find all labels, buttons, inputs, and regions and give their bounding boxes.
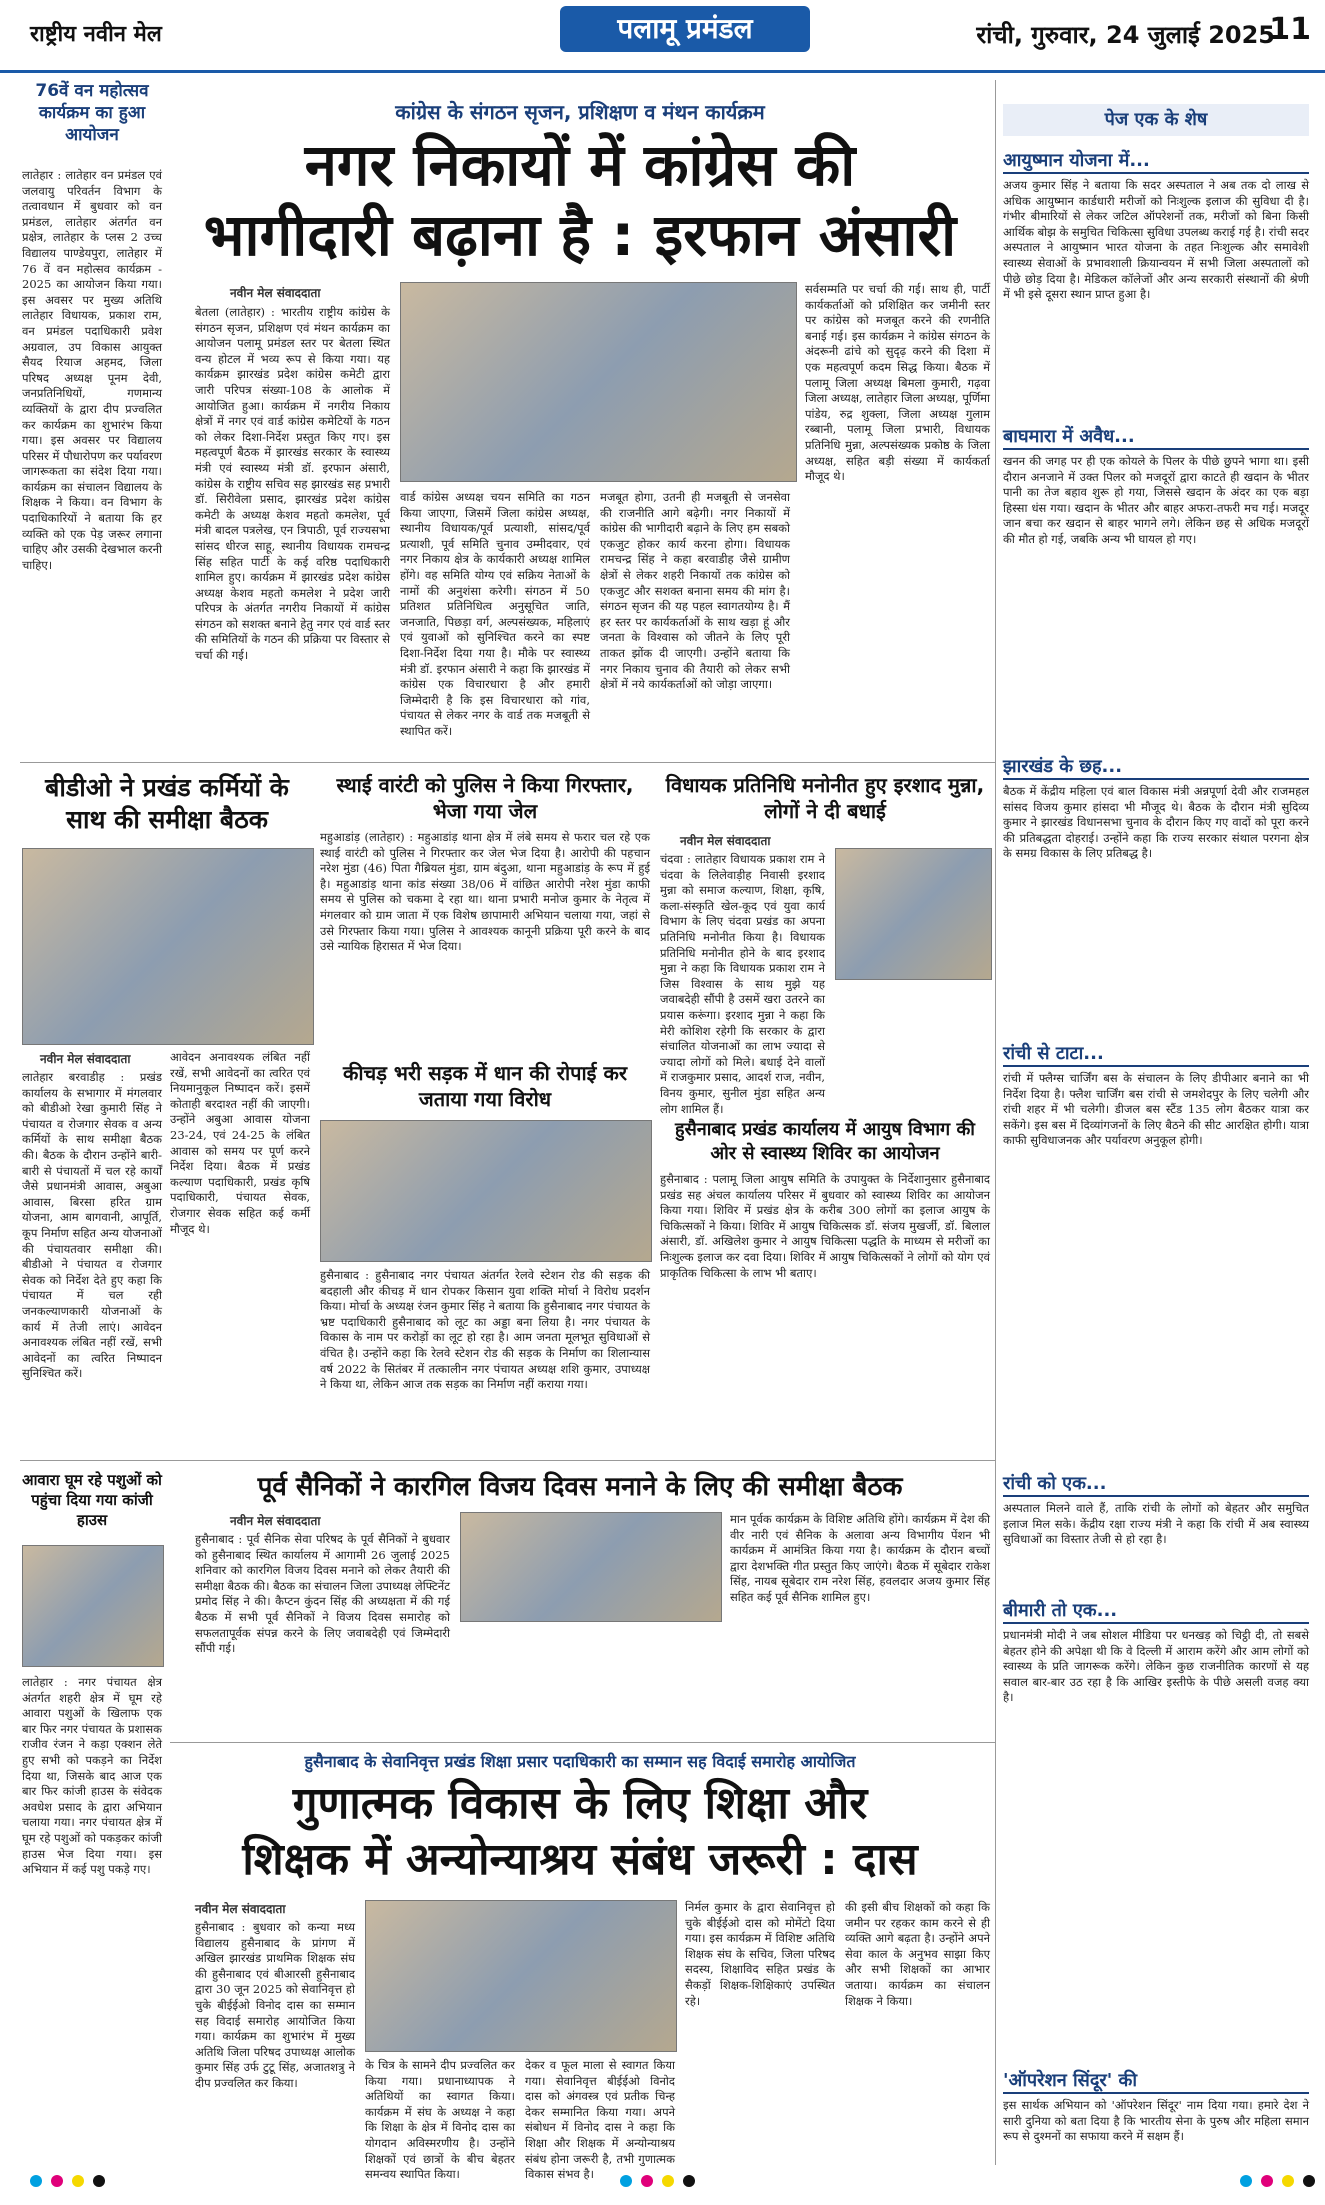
bdo-photo [22,848,314,1045]
cattle-photo [22,1545,164,1667]
education-byline: नवीन मेल संवाददाता [195,1902,286,1916]
bdo-headline: बीडीओ ने प्रखंड कर्मियों के साथ की समीक्षा बैठक [45,773,289,834]
section-title: पलामू प्रमंडल [560,6,810,52]
lead-byline: नवीन मेल संवाददाता [230,286,321,300]
lead-col-3: मजबूत होगा, उतनी ही मजबूती से जनसेवा की राजनीति आगे बढ़ेगी। नगर निकायों में कांग्रेस की भागीदारी बढ़ाने के लिए हम सबको एकजुट होकर कार्य करना होगा। विधायक रामचन्द्र सिंह ने कहा बरवाडीह जैसे ग्रामीण क्षेत्रों से लेकर शहरी निकायों तक कांग्रेस को एकजुट और सशक्त बनाना समय की मांग है। संगठन सृजन की यह पहल स्वागतयोग्य है। मैं हर स्तर पर कार्यकर्ताओं के साथ खड़ा हूं और जनता के विश्वास को जीतने के लिए पूरी ताकत झोंक दी जाएगी। उन्होंने बताया कि नगर निकाय चुनाव की तैयारी को लेकर सभी क्षेत्रों में नये कार्यकर्ताओं को जोड़ा जाएगा। [600,490,790,692]
road-body: हुसैनाबाद : हुसैनाबाद नगर पंचायत अंतर्गत रेलवे स्टेशन रोड की सड़क की बदहाली और कीचड़ में धान रोपकर किसान युवा शक्ति मोर्चा ने विरोध प्रदर्शन किया। मोर्चा के अध्यक्ष रंजन कुमार सिंह ने बताया कि हुसैनाबाद नगर पंचायत के भ्रष्ट पदाधिकारी हुसैनाबाद को लूट का अड्डा बना लिया है। नगर पंचायत के विकास के नाम पर करोड़ों का लूट हो रहा है। आम जनता मूलभूत सुविधाओं से वंचित है। उन्होंने कहा कि रेलवे स्टेशन रोड की सड़क के निर्माण का शिलान्यास वर्ष 2022 के सितंबर में तत्कालीन नगर पंचायत अध्यक्ष शशि कुमार, उपाध्यक्ष ने किया था, लेकिन आज तक सड़क का निर्माण नहीं कराया गया। [320,1268,650,1392]
education-col-1: हुसैनाबाद : बुधवार को कन्या मध्य विद्यालय हुसैनाबाद के प्रांगण में अखिल झारखंड प्राथमिक शिक्षक संघ की हुसैनाबाद एवं बीआरसी हुसैनाबाद द्वारा 30 जून 2025 को सेवानिवृत्त हो चुके बीईईओ विनोद दास का सम्मान सह विदाई समारोह आयोजित किया गया। कार्यक्रम का शुभारंभ में मुख्य अतिथि जिला परिषद उपाध्यक्ष आलोक कुमार सिंह उर्फ टुटू सिंह, अजातशत्रु ने दीप प्रज्वलित कर किया। [195,1920,355,2090]
sidebar-section [1003,142,1309,418]
kargil-body: हुसैनाबाद : पूर्व सैनिक सेवा परिषद के पूर्व सैनिकों ने बुधवार को हुसैनाबाद स्थित कार्यालय में आगामी 26 जुलाई 2025 शनिवार को कारगिल विजय दिवस मनाने को लेकर तैयारी की समीक्षा बैठक की। बैठक का संचालन जिला उपाध्यक्ष लेफ्टिनेंट प्रमोद सिंह ने की। कैप्टन कुंदन सिंह की अध्यक्षता में की गई बैठक में सभी पूर्व सैनिकों ने विजय दिवस समारोह को सफलतापूर्वक संपन्न करने के लिए जवाबदेही एवं जिम्मेदारी सौंपी गई। [195,1532,450,1656]
yellow-mark [72,2175,84,2187]
bdo-body-2: आवेदन अनावश्यक लंबित नहीं रखें, सभी आवेदनों का त्वरित एवं नियमानुकूल निष्पादन करें। इसमें कोताही बरदाश्त नहीं की जाएगी। उन्होंने अबुआ आवास योजना 23-24, एवं 24-25 के लंबित आवास को समय पर पूर्ण करने निर्देश दिया। बैठक में प्रखंड कल्याण पदाधिकारी, प्रखंड कृषि पदाधिकारी, पंचायत सेवक, रोजगार सेवक सहित कई कर्मी मौजूद थे। [170,1050,310,1236]
ayush-body: हुसैनाबाद : पलामू जिला आयुष समिति के उपायुक्त के निर्देशानुसार हुसैनाबाद प्रखंड सह अंचल कार्यालय परिसर में बुधवार को स्वास्थ्य शिविर का आयोजन किया गया। शिविर में प्रखंड क्षेत्र के करीब 300 लोगों का इलाज आयुष के चिकित्सकों ने किया। शिविर में आयुष चिकित्सक डॉ. संजय मुखर्जी, डॉ. बिलाल अंसारी, डॉ. अखिलेश कुमार ने आयुष चिकित्सा पद्धति के माध्यम से मरीजों का निःशुल्क इलाज कर दवा दिया। शिविर में आयुष चिकित्सकों ने लोगों को योग एवं प्राकृतिक चिकित्सा के लाभ भी बताए। [660,1172,990,1280]
sidebar-section-title: रांची से टाटा... [1003,1041,1309,1067]
kargil-byline: नवीन मेल संवाददाता [230,1514,321,1528]
education-photo [365,1900,677,2052]
sidebar-header: पेज एक के शेष [1003,104,1309,136]
yellow-mark [1282,2175,1294,2187]
black-mark [1303,2175,1315,2187]
registration-marks [30,2172,109,2186]
left-story-body: लातेहार : लातेहार वन प्रमंडल एवं जलवायु परिवर्तन विभाग के तत्वावधान में बुधवार को वन प्रमंडल, लातेहार अंतर्गत वन प्रक्षेत्र, लातेहार के प्लस 2 उच्च विद्यालय पाण्डेयपुरा, लातेहार में 76 वें वन महोत्सव कार्यक्रम - 2025 का आयोजन किया गया। इस अवसर पर मुख्य अतिथि लातेहार विधायक, प्रकाश राम, वन प्रमंडल पदाधिकारी प्रवेश अग्रवाल, उप विकास आयुक्त सैयद रियाज अहमद, जिला परिषद अध्यक्ष पूनम देवी, जनप्रतिनिधियों, गणमान्य व्यक्तियों के द्वारा दीप प्रज्वलित कर कार्यक्रम का शुभारंभ किया गया। इस अवसर पर विद्यालय परिसर में पौधारोपण कर पर्यावरण जागरूकता का संदेश दिया गया। कार्यक्रम का संचालन विद्यालय के शिक्षक ने किया। वन विभाग के पदाधिकारियों ने बताया कि हर व्यक्ति को एक पेड़ जरूर लगाना चाहिए और उसकी देखभाल करनी चाहिए। [22,168,162,572]
cyan-mark [620,2175,632,2187]
sidebar-section-body: प्रधानमंत्री मोदी ने जब सोशल मीडिया पर धनखड़ को चिट्ठी दी, तो सबसे बेहतर होने की अपेक्षा थी कि वे दिल्ली में आराम करेंगे और आम लोगों को स्वास्थ्य के प्रति जागरूक करेंगे। लेकिन कुछ राजनीतिक कारणों से यह सवाल बार-बार उठ रहा है कि आखिर इस्तीफे के पीछे असली वजह क्या है। [1003,1628,1309,1705]
kargil-body-2: मान पूर्वक कार्यक्रम के विशिष्ट अतिथि होंगे। कार्यक्रम में देश की वीर नारी एवं सैनिक के अलावा अन्य विभागीय पेंशन भी कार्यक्रम में आमंत्रित किया गया है। कार्यक्रम के दौरान बच्चों द्वारा देशभक्ति गीत प्रस्तुत किए जाएंगे। बैठक में सूबेदार राकेश सिंह, नायब सूबेदार राम नरेश सिंह, हवलदार अजय कुमार सिंह सहित कई पूर्व सैनिक शामिल हुए। [730,1512,990,1604]
mla-photo [835,848,992,980]
sidebar-section-title: बाघमारा में अवैध... [1003,424,1309,450]
black-mark [683,2175,695,2187]
cattle-body: लातेहार : नगर पंचायत क्षेत्र अंतर्गत शहरी क्षेत्र में घूम रहे आवारा पशुओं के खिलाफ एक बार फिर नगर पंचायत के प्रशासक राजीव रंजन ने कड़ा एक्शन लेते हुए सभी को पकड़ने का निर्देश दिया था, जिसके बाद आज एक बार फिर कांजी हाउस के संवेदक अवधेश प्रसाद के द्वारा अभियान चलाया गया। नगर पंचायत क्षेत्र में घूम रहे पशुओं को पकड़कर कांजी हाउस भेज दिया गया। इस अभियान में कई पशु पकड़े गए। [22,1675,162,1877]
page-number: 11 [1269,12,1311,47]
education-col-3: देकर व फूल माला से स्वागत किया गया। सेवानिवृत्त बीईईओ विनोद दास को अंगवस्त्र एवं प्रतीक चिन्ह देकर सम्मानित किया गया। अपने संबोधन में विनोद दास ने कहा कि शिक्षा और शिक्षक में अन्योन्याश्रय संबंध होना जरूरी है, तभी गुणात्मक विकास संभव है। [525,2058,675,2182]
sidebar-divider [995,80,996,2165]
education-headline-line2: शिक्षक में अन्योन्याश्रय संबंध जरूरी : दास [242,1834,918,1885]
arrest-body: महुआडांड़ (लातेहार) : महुआडांड़ थाना क्षेत्र में लंबे समय से फरार चल रहे एक स्थाई वारंटी को पुलिस ने गिरफ्तार कर जेल भेज दिया है। आरोपी की पहचान नरेश मुंडा (46) पिता गैब्रियल मुंडा, ग्राम बंदुआ, थाना महुआडांड़ के रूप में हुई है। महुआडांड़ थाना कांड संख्या 38/06 में वांछित आरोपी नरेश मुंडा काफी समय से पुलिस को चकमा दे रहा था। थाना प्रभारी मनोज कुमार के नेतृत्व में मंगलवार को ग्राम जाता में एक विशेष छापामारी अभियान चलाया गया, जहां से उसे गिरफ्तार किया गया। पुलिस ने आवश्यक कानूनी प्रक्रिया पूरी करने के बाद उसे न्यायिक हिरासत में भेज दिया। [320,830,650,954]
sidebar-section [1003,748,1309,1034]
registration-marks [1240,2172,1319,2186]
lead-kicker: कांग्रेस के संगठन सृजन, प्रशिक्षण व मंथन कार्यक्रम [395,100,765,124]
cattle-headline: आवारा घूम रहे पशुओं को पहुंचा दिया गया कांजी हाउस [22,1471,162,1529]
magenta-mark [51,2175,63,2187]
newspaper-name: राष्ट्रीय नवीन मेल [30,22,162,47]
sidebar-section-body: रांची में फ्लैग्स चार्जिंग बस के संचालन के लिए डीपीआर बनाने का भी निर्देश दिया है। फ्लैश चार्जिंग बस रांची से जमशेदपुर के लिए चलेगी और रांची शहर में भी चलेगी। डीजल बस स्टैंड 135 लोग बैठकर यात्रा कर सकेंगे। इस बस में दिव्यांगजनों के लिए बैठने की सीट आरक्षित होगी। यात्रा काफी सुविधाजनक और पर्यावरण अनुकूल होगी। [1003,1071,1309,1148]
bdo-byline: नवीन मेल संवाददाता [40,1052,131,1066]
left-story-headline: 76वें वन महोत्सव कार्यक्रम का हुआ आयोजन [35,81,149,145]
sidebar-section-title: झारखंड के छह... [1003,754,1309,780]
kargil-headline: पूर्व सैनिकों ने कारगिल विजय दिवस मनाने के लिए की समीक्षा बैठक [257,1472,903,1502]
lead-col-2: वार्ड कांग्रेस अध्यक्ष चयन समिति का गठन किया जाएगा, जिसमें जिला कांग्रेस अध्यक्ष, स्थानीय विधायक/पूर्व प्रत्याशी, सांसद/पूर्व प्रत्याशी, पूर्व समिति चुनाव उम्मीदवार, एवं नगर निकाय क्षेत्र के कार्यकारी अध्यक्ष शामिल होंगे। वह समिति योग्य एवं सक्रिय नेताओं के नामों की अनुशंसा करेगी। संगठन में 50 प्रतिशत प्रतिनिधित्व अनुसूचित जाति, जनजाति, पिछड़ा वर्ग, अल्पसंख्यक, महिलाएं एवं युवाओं को सुनिश्चित करने का स्पष्ट दिशा-निर्देश दिया गया है। मौके पर स्वास्थ्य मंत्री डॉ. इरफान अंसारी ने कहा कि झारखंड में कांग्रेस एक विचारधारा है और हमारी जिम्मेदारी है कि इस विचारधारा को गांव, पंचायत से लेकर नगर के वार्ड तक मजबूती से स्थापित करें। [400,490,590,738]
education-col-4: निर्मल कुमार के द्वारा सेवानिवृत्त हो चुके बीईईओ दास को मोमेंटो दिया गया। इस कार्यक्रम में विशिष्ट अतिथि शिक्षक संघ के सचिव, जिला परिषद सदस्य, शिक्षाविद सहित प्रखंड के सैकड़ों शिक्षक-शिक्षिकाएं उपस्थित रहे। [685,1900,835,2008]
sidebar-section-title: 'ऑपरेशन सिंदूर' की [1003,2068,1309,2094]
sidebar-section [1003,2062,1309,2168]
sidebar-section [1003,418,1309,754]
divider [20,1460,995,1461]
magenta-mark [641,2175,653,2187]
mla-body: चंदवा : लातेहार विधायक प्रकाश राम ने चंदवा के लिलेवाड़ीह निवासी इरशाद मुन्ना को समाज कल्याण, शिक्षा, कृषि, कला-संस्कृति खेल-कूद एवं युवा कार्य विभाग के लिए चंदवा प्रखंड का अपना प्रतिनिधि मनोनीत किया है। विधायक प्रतिनिधि मनोनीत होने के बाद इरशाद मुन्ना ने कहा कि विधायक प्रकाश राम ने जिस विश्वास के साथ मुझे यह जवाबदेही सौंपी है उसमें खरा उतरने का प्रयास करूंगा। इरशाद मुन्ना ने कहा कि मेरी कोशिश रहेगी कि सरकार के द्वारा संचालित योजनाओं का लाभ ज्यादा से ज्यादा लोगों को मिले। बधाई देने वालों में राजकुमार प्रसाद, आदर्श राज, नवीन, विनय कुमार, सुनील मुंडा सहित अन्य लोग शामिल हैं। [660,852,825,1116]
masthead [0,0,1325,73]
divider [20,762,995,763]
lead-photo [400,282,797,482]
mla-byline: नवीन मेल संवाददाता [680,834,771,848]
black-mark [93,2175,105,2187]
sidebar-section-body: अस्पताल मिलने वाले हैं, ताकि रांची के लोगों को बेहतर और समुचित इलाज मिल सके। केंद्रीय रक्षा राज्य मंत्री ने कहा कि रांची में अब स्वास्थ्य सुविधाओं का विस्तार तेजी से हो रहा है। [1003,1501,1309,1547]
arrest-headline: स्थाई वारंटी को पुलिस ने किया गिरफ्तार, भेजा गया जेल [336,773,634,823]
mla-headline: विधायक प्रतिनिधि मनोनीत हुए इरशाद मुन्ना, लोगों ने दी बधाई [665,773,985,823]
sidebar-section-body: बैठक में केंद्रीय महिला एवं बाल विकास मंत्री अन्नपूर्णा देवी और राजमहल सांसद विजय कुमार हांसदा भी मौजूद थे। बैठक के दौरान मंत्री सुदिव्य कुमार ने झारखंड विधानसभा चुनाव के दौरान किए गए वादों को पूरा करने की प्रतिबद्धता दोहराई। उन्होंने कहा कि राज्य सरकार संथाल परगना क्षेत्र के समग्र विकास के लिए प्रतिबद्ध है। [1003,784,1309,861]
education-col-5: की इसी बीच शिक्षकों को कहा कि जमीन पर रहकर काम करने से ही व्यक्ति आगे बढ़ता है। उन्होंने अपने सेवा काल के अनुभव साझा किए और सभी शिक्षकों का आभार जताया। कार्यक्रम का संचालन शिक्षक ने किया। [845,1900,990,2008]
sidebar-section-title: आयुष्मान योजना में... [1003,148,1309,174]
education-kicker: हुसैनाबाद के सेवानिवृत्त प्रखंड शिक्षा प्रसार पदाधिकारी का सम्मान सह विदाई समारोह आयोजित [304,1752,856,1771]
yellow-mark [662,2175,674,2187]
lead-col-4: सर्वसम्मति पर चर्चा की गई। साथ ही, पार्टी कार्यकर्ताओं को प्रशिक्षित कर जमीनी स्तर पर कांग्रेस को मजबूत करने की रणनीति बनाई गई। इस कार्यक्रम ने कांग्रेस संगठन के अंदरूनी ढांचे को सुदृढ़ करने की दिशा में एक महत्वपूर्ण कदम सिद्ध किया। बैठक में पलामू जिला अध्यक्ष बिमला कुमारी, गढ़वा जिला अध्यक्ष, लातेहार जिला अध्यक्ष, पूर्णिमा पांडेय, रुद्र शुक्ला, जिला अध्यक्ष गुलाम रब्बानी, पलामू जिला प्रभारी, विधायक प्रतिनिधि मुन्ना, अल्पसंख्यक प्रकोष्ठ के जिला अध्यक्ष, सहित बड़ी संख्या में कार्यकर्ता मौजूद थे। [805,282,991,484]
education-col-2: के चित्र के सामने दीप प्रज्वलित कर किया गया। प्रधानाध्यापक ने अतिथियों का स्वागत किया। कार्यक्रम में संघ के अध्यक्ष ने कहा कि शिक्षा के क्षेत्र में विनोद दास का योगदान अविस्मरणीय है। उन्होंने शिक्षकों एवं छात्रों के बीच बेहतर समन्वय स्थापित किया। [365,2058,515,2182]
sidebar-section [1003,1465,1309,1591]
registration-marks [620,2172,699,2186]
sidebar-section [1003,1592,1309,2058]
sidebar-section-body: इस सार्थक अभियान को 'ऑपरेशन सिंदूर' नाम दिया गया। हमारे देश ने सारी दुनिया को बता दिया है कि भारतीय सेना के पुरुष और महिला समान रूप से दुश्मनों का सफाया करने में सक्षम हैं। [1003,2098,1309,2144]
kargil-photo [460,1512,722,1622]
sidebar-section [1003,1035,1309,1466]
road-photo [320,1120,652,1262]
bdo-body: लातेहार बरवाडीह : प्रखंड कार्यालय के सभागार में मंगलवार को बीडीओ रेखा कुमारी सिंह ने पंचायत व रोजगार सेवक व अन्य कर्मियों के साथ समीक्षा बैठक की। बैठक के दौरान उन्होंने बारी-बारी से पंचायतों में चल रहे कार्यों जैसे प्रधानमंत्री आवास, अबुआ आवास, बिरसा हरित ग्राम योजना, आम बागवानी, आपूर्ति, कूप निर्माण सहित अन्य योजनाओं की पंचायतवार समीक्षा की। बीडीओ ने पंचायत व रोजगार सेवक को निर्देश देते हुए कहा कि पंचायत में चल रही जनकल्याणकारी योजनाओं के कार्य में तेजी लाएं। आवेदन अनावश्यक लंबित नहीं रखें, सभी आवेदनों का त्वरित निष्पादन सुनिश्चित करें। [22,1070,162,1381]
sidebar-section-body: खनन की जगह पर ही एक कोयले के पिलर के पीछे छुपने भागा था। इसी दौरान अनजाने में उक्त पिलर को मजदूरों द्वारा काटते ही खदान के भीतर पानी का तेज बहाव शुरू हो गया, जिससे खदान के अंदर का एक बड़ा हिस्सा धंस गया। खदान के भीतर और बाहर अफरा-तफरी मच गई। मजदूर जान बचा कर खदान से बाहर भागने लगे। लेकिन छह से अधिक मजदूरों की मौत हो गई, जबकि अन्य भी घायल हो गए। [1003,454,1309,546]
sidebar-section-body: अजय कुमार सिंह ने बताया कि सदर अस्पताल ने अब तक दो लाख से अधिक आयुष्मान कार्डधारी मरीजों को निःशुल्क इलाज की सुविधा दी है। गंभीर बीमारियों से लेकर जटिल ऑपरेशनों तक, मरीजों को बिना किसी आर्थिक बोझ के समुचित चिकित्सा सुविधा उपलब्ध कराई गई है। रांची सदर अस्पताल ने आयुष्मान भारत योजना के तहत निःशुल्क और समावेशी स्वास्थ्य सेवाओं के प्रभावशाली क्रियान्वयन में सभी जिला अस्पतालों को पीछे छोड़ दिया है। मेडिकल कॉलेजों और अन्य सरकारी संस्थानों की श्रेणी में भी इसे दूसरा स्थान प्राप्त हुआ है। [1003,178,1309,302]
lead-headline-line2: भागीदारी बढ़ाना है : इरफान अंसारी [203,201,957,269]
lead-headline-line1: नगर निकायों में कांग्रेस की [304,131,856,199]
ayush-headline: हुसैनाबाद प्रखंड कार्यालय में आयुष विभाग की ओर से स्वास्थ्य शिविर का आयोजन [675,1119,975,1164]
divider [170,1742,995,1743]
magenta-mark [1261,2175,1273,2187]
dateline: रांची, गुरुवार, 24 जुलाई 2025 [976,21,1275,49]
sidebar-section-title: बीमारी तो एक... [1003,1598,1309,1624]
cyan-mark [30,2175,42,2187]
sidebar-section-title: रांची को एक... [1003,1471,1309,1497]
cyan-mark [1240,2175,1252,2187]
lead-col-1: बेतला (लातेहार) : भारतीय राष्ट्रीय कांग्रेस के संगठन सृजन, प्रशिक्षण एवं मंथन कार्यक्रम का आयोजन पलामू प्रमंडल स्तर पर बेतला स्थित वन्य होटल में भव्य रूप से किया गया। यह कार्यक्रम झारखंड प्रदेश कांग्रेस कमेटी द्वारा जारी परिपत्र संख्या-108 के आलोक में आयोजित हुआ। कार्यक्रम में नगरीय निकाय क्षेत्रों में नगर एवं वार्ड कांग्रेस कमेटियों के गठन को लेकर दिशा-निर्देश प्रस्तुत किए गए। इस महत्वपूर्ण बैठक में झारखंड सरकार के स्वास्थ्य मंत्री एवं स्वास्थ्य मंत्री डॉ. इरफान अंसारी, कांग्रेस के राष्ट्रीय सचिव सह झारखंड सह प्रभारी डॉ. सिरीवेला प्रसाद, झारखंड प्रदेश कांग्रेस कमेटी के अध्यक्ष केशव महतो कमलेश, पूर्व मंत्री बादल पत्रलेख, एन त्रिपाठी, पूर्व राज्यसभा सांसद धीरज साहू, स्थानीय विधायक रामचन्द्र सिंह सहित पार्टी के कई वरिष्ठ पदाधिकारी शामिल हुए। कार्यक्रम में झारखंड प्रदेश कांग्रेस अध्यक्ष केशव महतो कमलेश ने प्रदेश जारी परिपत्र के अंतर्गत नगरीय निकायों में कांग्रेस संगठन को सशक्त बनाने हेतु नगर एवं वार्ड स्तर की समितियों के गठन की प्रक्रिया पर विस्तार से चर्चा की गई। [195,305,390,663]
road-headline: कीचड़ भरी सड़क में धान की रोपाई कर जताया गया विरोध [342,1061,628,1111]
education-headline-line1: गुणात्मक विकास के लिए शिक्षा और [292,1778,868,1829]
